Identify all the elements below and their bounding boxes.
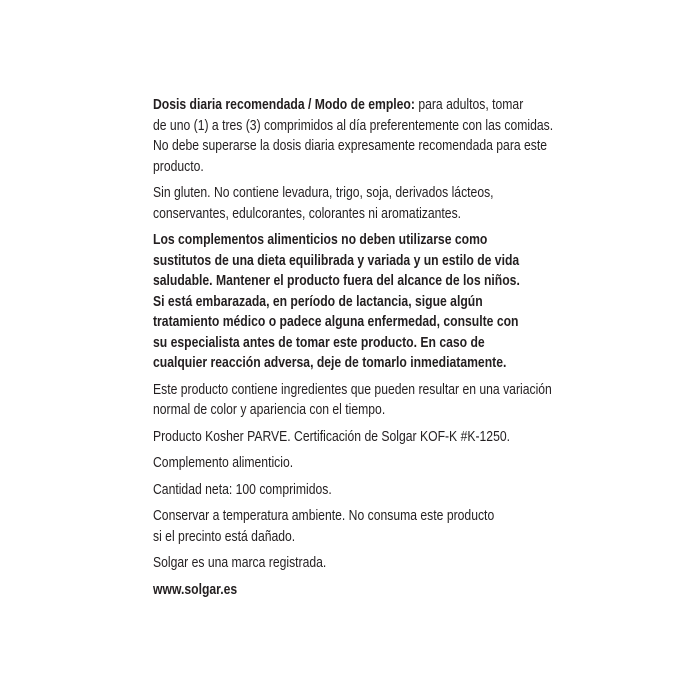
variation-line-1: Este producto contiene ingredientes que pueden resultar en una variación (153, 381, 552, 398)
variation-paragraph (153, 380, 552, 421)
dosage-line-1 (153, 95, 524, 116)
label-text-block (153, 95, 554, 606)
dosage-line-2: de uno (1) a tres (3) comprimidos al día preferentemente con las comidas. (153, 117, 554, 134)
warning-paragraph (153, 230, 520, 374)
category-line: Complemento alimenticio. (153, 455, 294, 471)
dosage-line-4: producto. (153, 158, 204, 175)
storage-line-1: Conservar a temperatura ambiente. No consuma este producto (153, 508, 495, 524)
kosher-paragraph (153, 427, 511, 448)
kosher-line: Producto Kosher PARVE. Certificación de Solgar KOF-K #K-1250. (153, 428, 511, 445)
trademark-paragraph (153, 553, 506, 574)
website-paragraph (153, 580, 506, 601)
category-paragraph (153, 453, 506, 474)
net-quantity-paragraph (153, 480, 506, 501)
warning-line-6: su especialista antes de tomar este producto. En caso de (153, 334, 485, 351)
variation-line-2: normal de color y apariencia con el tiempo. (153, 402, 386, 418)
dosage-line-3: No debe superarse la dosis diaria expresamente recomendada para este (153, 138, 548, 154)
website-url: www.solgar.es (153, 581, 238, 598)
warning-line-7: cualquier reacción adversa, deje de tomarlo inmediatamente. (153, 355, 507, 371)
dosage-heading: Dosis diaria recomendada / Modo de empleo: (153, 97, 415, 113)
warning-line-1: Los complementos alimenticios no deben utilizarse como (153, 232, 488, 248)
net-quantity-line: Cantidad neta: 100 comprimidos. (153, 481, 332, 498)
warning-line-2: sustitutos de una dieta equilibrada y variada y un estilo de vida (153, 252, 520, 269)
trademark-line: Solgar es una marca registrada. (153, 555, 327, 571)
free-from-line-2: conservantes, edulcorantes, colorantes ni aromatizantes. (153, 205, 462, 222)
storage-paragraph (153, 506, 506, 547)
dosage-line-1-text: para adultos, tomar (414, 97, 524, 113)
free-from-paragraph (153, 183, 506, 224)
dosage-paragraph (153, 95, 554, 177)
warning-line-5: tratamiento médico o padece alguna enfermedad, consulte con (153, 314, 519, 330)
warning-line-4: Si está embarazada, en período de lactancia, sigue algún (153, 293, 483, 310)
storage-line-2: si el precinto está dañado. (153, 528, 296, 545)
warning-line-3: saludable. Mantener el producto fuera del alcance de los niños. (153, 273, 520, 289)
free-from-line-1: Sin gluten. No contiene levadura, trigo, soja, derivados lácteos, (153, 185, 494, 201)
